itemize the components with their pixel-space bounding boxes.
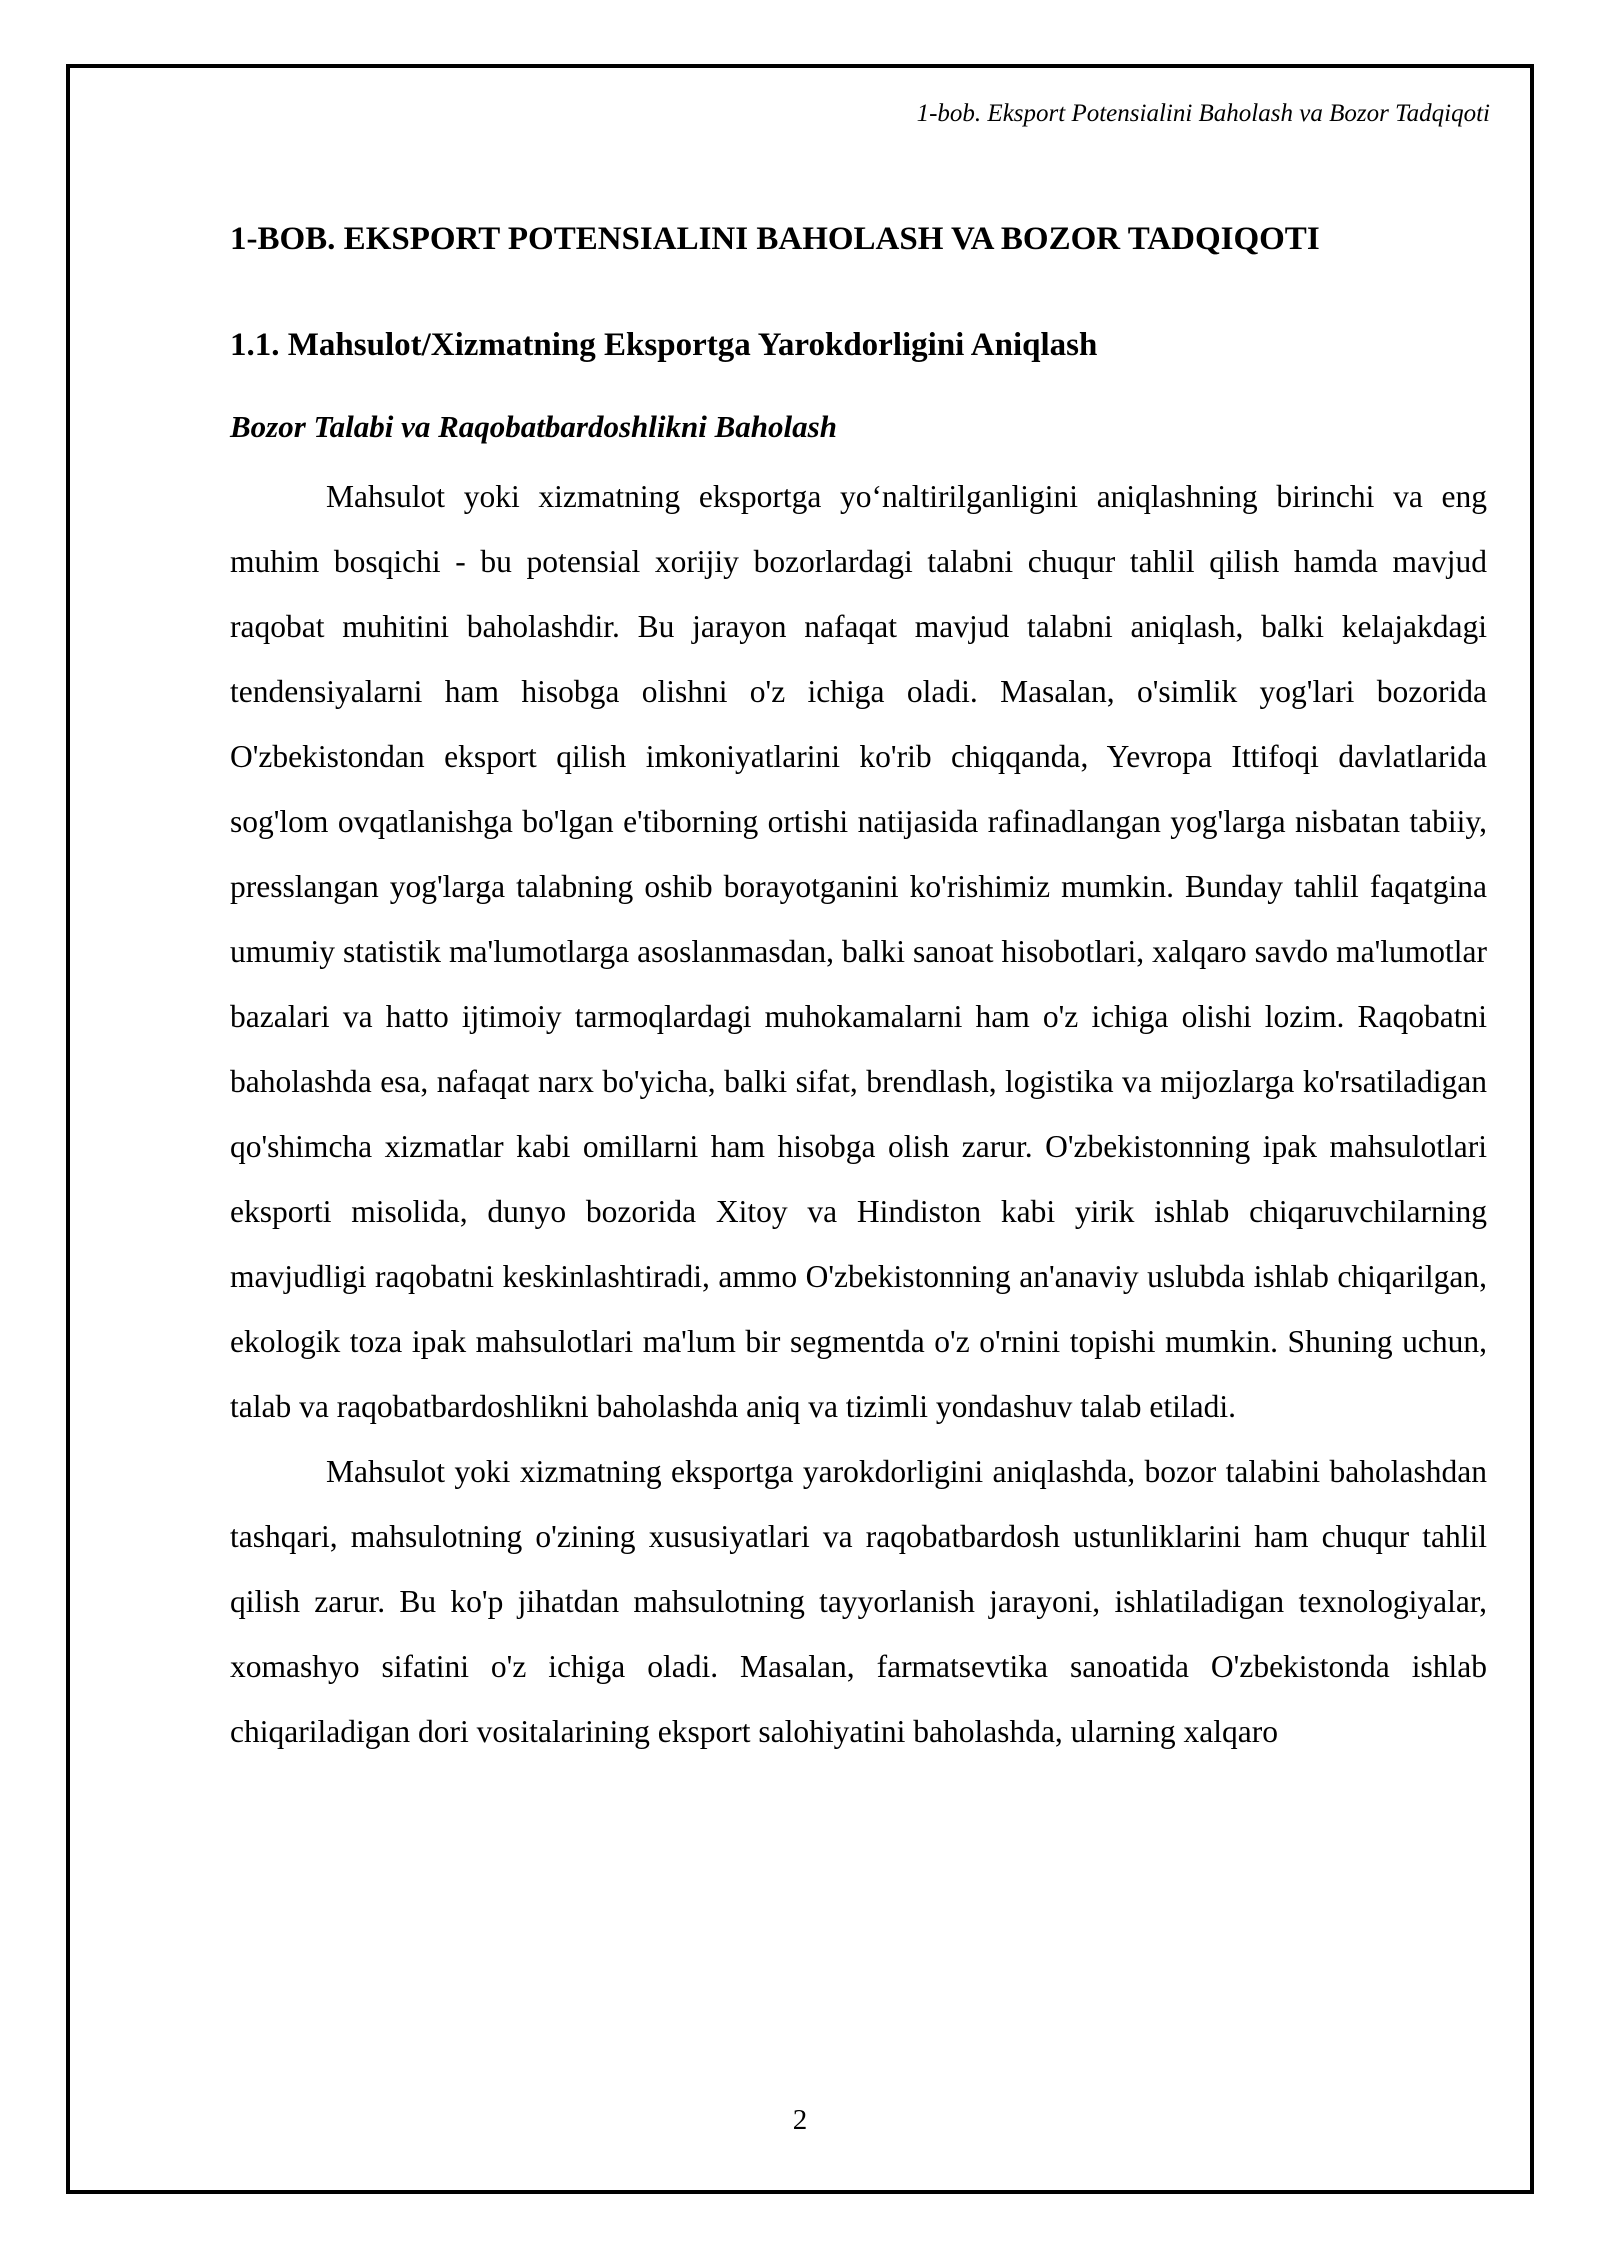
section-title: 1.1. Mahsulot/Xizmatning Eksportga Yarokdorligini Aniqlash [230, 327, 1098, 363]
body-paragraph: Mahsulot yoki xizmatning eksportga yo‘naltirilganligini aniqlashning birinchi va eng muhim bosqichi - bu potensial xorijiy bozorlardagi talabni chuqur tahlil qilish hamda mavjud raqobat muhitini baholashdir. Bu jarayon nafaqat mavjud talabni aniqlash, balki kelajakdagi tendensiyalarni ham hisobga olishni o'z ichiga oladi. Masalan, o'simlik yog'lari bozorida O'zbekistondan eksport qilish imkoniyatlarini ko'rib chiqqanda, Yevropa Ittifoqi davlatlarida sog'lom ovqatlanishga bo'lgan e'tiborning ortishi natijasida rafinadlangan yog'larga nisbatan tabiiy, presslangan yog'larga talabning oshib borayotganini ko'rishimiz mumkin. Bunday tahlil faqatgina umumiy statistik ma'lumotlarga asoslanmasdan, balki sanoat hisobotlari, xalqaro savdo ma'lumotlar bazalari va hatto ijtimoiy tarmoqlardagi muhokamalarni ham o'z ichiga olishi lozim. Raqobatni baholashda esa, nafaqat narx bo'yicha, balki sifat, brendlash, logistika va mijozlarga ko'rsatiladigan qo'shimcha xizmatlar kabi omillarni ham hisobga olish zarur. O'zbekistonning ipak mahsulotlari eksporti misolida, dunyo bozorida Xitoy va Hindiston kabi yirik ishlab chiqaruvchilarning mavjudligi raqobatni keskinlashtiradi, ammo O'zbekistonning an'anaviy uslubda ishlab chiqarilgan, ekologik toza ipak mahsulotlari ma'lum bir segmentda o'z o'rnini topishi mumkin. Shuning uchun, talab va raqobatbardoshlikni baholashda aniq va tizimli yondashuv talab etiladi. [230, 479, 1487, 1424]
subsection-title: Bozor Talabi va Raqobatbardoshlikni Baholash [230, 409, 837, 444]
page-number: 2 [792, 2104, 808, 2136]
page-content [230, 214, 1487, 1764]
chapter-title: 1-BOB. EKSPORT POTENSIALINI BAHOLASH VA BOZOR TADQIQOTI [230, 221, 1320, 257]
running-header: 1-bob. Eksport Potensialini Baholash va Bozor Tadqiqoti [916, 100, 1490, 127]
body-paragraph: Mahsulot yoki xizmatning eksportga yarokdorligini aniqlashda, bozor talabini baholashdan tashqari, mahsulotning o'zining xususiyatlari va raqobatbardosh ustunliklarini ham chuqur tahlil qilish zarur. Bu ko'p jihatdan mahsulotning tayyorlanish jarayoni, ishlatiladigan texnologiyalar, xomashyo sifatini o'z ichiga oladi. Masalan, farmatsevtika sanoatida O'zbekistonda ishlab chiqariladigan dori vositalarining eksport salohiyatini baholashda, ularning xalqaro [230, 1454, 1487, 1749]
